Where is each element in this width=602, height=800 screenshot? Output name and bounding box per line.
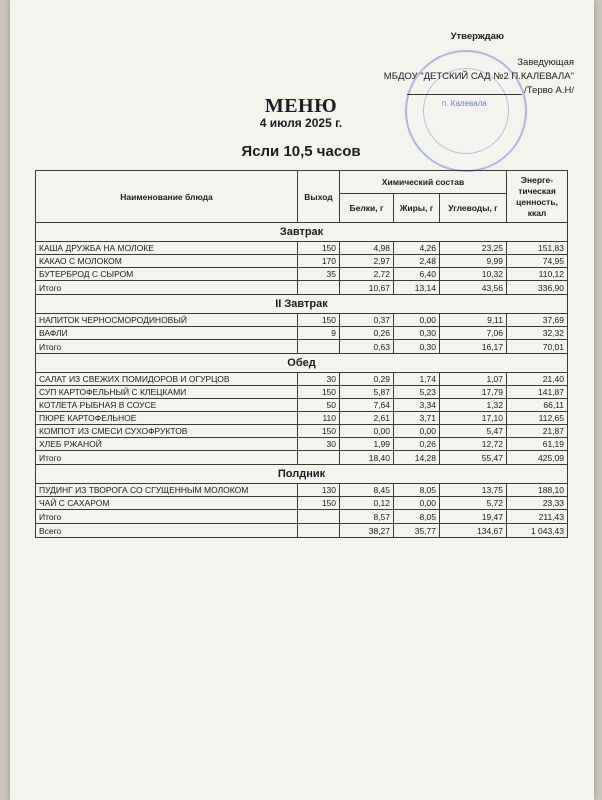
dish-protein: 4,98 <box>340 242 394 255</box>
header-chem: Химический состав <box>340 171 507 194</box>
subtotal-row <box>36 510 568 524</box>
dish-kcal: 151,83 <box>507 242 568 255</box>
dish-carbs: 17,79 <box>440 386 507 399</box>
dish-yield: 110 <box>298 412 340 425</box>
page-title: МЕНЮ <box>264 95 338 117</box>
dish-yield: 150 <box>298 425 340 438</box>
dish-kcal: 110,12 <box>507 268 568 281</box>
dish-name: БУТЕРБРОД С СЫРОМ <box>36 268 298 281</box>
grand-total-fat: 35,77 <box>394 524 440 538</box>
table-row <box>36 314 568 327</box>
dish-kcal: 21,40 <box>507 373 568 386</box>
dish-kcal: 21,87 <box>507 425 568 438</box>
subtotal-carbs: 19,47 <box>440 510 507 524</box>
subtotal-kcal: 336,90 <box>507 281 568 295</box>
approve-org: МБДОУ "ДЕТСКИЙ САД №2 П.КАЛЕВАЛА" <box>383 71 574 82</box>
subtotal-protein: 18,40 <box>340 451 394 465</box>
section-title: Полдник <box>36 465 568 484</box>
dish-name: ВАФЛИ <box>36 327 298 340</box>
grand-total-kcal: 1 043,43 <box>507 524 568 538</box>
subtotal-row <box>36 451 568 465</box>
empty-cell <box>298 281 340 295</box>
subtotal-kcal: 70,01 <box>507 340 568 354</box>
table-row <box>36 327 568 340</box>
dish-fat: 3,71 <box>394 412 440 425</box>
dish-fat: 0,00 <box>394 314 440 327</box>
dish-yield: 150 <box>298 497 340 510</box>
dish-yield: 30 <box>298 373 340 386</box>
dish-name: КАША ДРУЖБА НА МОЛОКЕ <box>36 242 298 255</box>
table-row <box>36 268 568 281</box>
dish-carbs: 10,32 <box>440 268 507 281</box>
subtotal-protein: 0,63 <box>340 340 394 354</box>
stamp-text: п. Калевала <box>442 99 487 108</box>
dish-fat: 6,40 <box>394 268 440 281</box>
dish-protein: 0,29 <box>340 373 394 386</box>
grand-total-carbs: 134,67 <box>440 524 507 538</box>
dish-carbs: 9,99 <box>440 255 507 268</box>
dish-yield: 50 <box>298 399 340 412</box>
header-yield: Выход <box>298 171 340 223</box>
subtotal-fat: 0,30 <box>394 340 440 354</box>
table-row <box>36 242 568 255</box>
table-row <box>36 497 568 510</box>
dish-yield: 150 <box>298 314 340 327</box>
table-row <box>36 399 568 412</box>
subtotal-kcal: 211,43 <box>507 510 568 524</box>
dish-fat: 2,48 <box>394 255 440 268</box>
dish-name: СУП КАРТОФЕЛЬНЫЙ С КЛЕЦКАМИ <box>36 386 298 399</box>
dish-yield: 30 <box>298 438 340 451</box>
dish-name: ЧАЙ С САХАРОМ <box>36 497 298 510</box>
header-fat: Жиры, г <box>394 194 440 223</box>
approve-label: Утверждаю <box>450 31 504 42</box>
dish-protein: 0,37 <box>340 314 394 327</box>
dish-name: САЛАТ ИЗ СВЕЖИХ ПОМИДОРОВ И ОГУРЦОВ <box>36 373 298 386</box>
dish-protein: 8,45 <box>340 484 394 497</box>
dish-kcal: 32,32 <box>507 327 568 340</box>
dish-name: ПУДИНГ ИЗ ТВОРОГА СО СГУЩЕННЫМ МОЛОКОМ <box>36 484 298 497</box>
dish-fat: 4,26 <box>394 242 440 255</box>
dish-protein: 1,99 <box>340 438 394 451</box>
dish-protein: 7,64 <box>340 399 394 412</box>
header-dish: Наименование блюда <box>36 171 298 223</box>
subtotal-carbs: 55,47 <box>440 451 507 465</box>
dish-kcal: 74,95 <box>507 255 568 268</box>
subtotal-label: Итого <box>36 510 298 524</box>
table-row <box>36 412 568 425</box>
subtotal-protein: 8,57 <box>340 510 394 524</box>
approve-position: Заведующая <box>517 57 574 68</box>
dish-name: ХЛЕБ РЖАНОЙ <box>36 438 298 451</box>
dish-fat: 8,05 <box>394 484 440 497</box>
dish-protein: 0,12 <box>340 497 394 510</box>
menu-body <box>36 223 568 538</box>
dish-kcal: 61,19 <box>507 438 568 451</box>
dish-carbs: 12,72 <box>440 438 507 451</box>
table-row <box>36 438 568 451</box>
dish-fat: 3,34 <box>394 399 440 412</box>
approve-name: /Терво А.Н/ <box>524 85 574 96</box>
dish-kcal: 23,33 <box>507 497 568 510</box>
dish-name: НАПИТОК ЧЕРНОСМОРОДИНОВЫЙ <box>36 314 298 327</box>
empty-cell <box>298 524 340 538</box>
dish-kcal: 66,11 <box>507 399 568 412</box>
dish-protein: 0,26 <box>340 327 394 340</box>
table-row <box>36 425 568 438</box>
menu-table <box>35 170 568 538</box>
subtotal-fat: 14,28 <box>394 451 440 465</box>
dish-protein: 2,72 <box>340 268 394 281</box>
dish-carbs: 9,11 <box>440 314 507 327</box>
subtotal-row <box>36 340 568 354</box>
subtotal-fat: 13,14 <box>394 281 440 295</box>
dish-yield: 35 <box>298 268 340 281</box>
dish-carbs: 5,47 <box>440 425 507 438</box>
dish-yield: 9 <box>298 327 340 340</box>
dish-carbs: 13,75 <box>440 484 507 497</box>
header-protein: Белки, г <box>340 194 394 223</box>
subtotal-label: Итого <box>36 281 298 295</box>
dish-yield: 150 <box>298 242 340 255</box>
subtotal-label: Итого <box>36 340 298 354</box>
subtotal-row <box>36 281 568 295</box>
section-title: Завтрак <box>36 223 568 242</box>
dish-fat: 5,23 <box>394 386 440 399</box>
section-header-row <box>36 295 568 314</box>
header-energy: Энерге-тическая ценность, ккал <box>507 171 568 223</box>
dish-fat: 0,30 <box>394 327 440 340</box>
dish-fat: 0,26 <box>394 438 440 451</box>
dish-carbs: 1,07 <box>440 373 507 386</box>
empty-cell <box>298 451 340 465</box>
grand-total-row <box>36 524 568 538</box>
dish-yield: 130 <box>298 484 340 497</box>
table-row <box>36 386 568 399</box>
section-title: Обед <box>36 354 568 373</box>
subtotal-fat: 8,05 <box>394 510 440 524</box>
empty-cell <box>298 510 340 524</box>
dish-name: КОМПОТ ИЗ СМЕСИ СУХОФРУКТОВ <box>36 425 298 438</box>
section-header-row <box>36 465 568 484</box>
dish-name: КОТЛЕТА РЫБНАЯ В СОУСЕ <box>36 399 298 412</box>
table-row <box>36 484 568 497</box>
section-header-row <box>36 223 568 242</box>
dish-yield: 170 <box>298 255 340 268</box>
dish-protein: 5,87 <box>340 386 394 399</box>
dish-protein: 2,61 <box>340 412 394 425</box>
dish-kcal: 37,69 <box>507 314 568 327</box>
dish-fat: 1,74 <box>394 373 440 386</box>
dish-carbs: 5,72 <box>440 497 507 510</box>
menu-date: 4 июля 2025 г. <box>259 116 343 130</box>
header-carbs: Углеводы, г <box>440 194 507 223</box>
dish-fat: 0,00 <box>394 497 440 510</box>
dish-carbs: 7,06 <box>440 327 507 340</box>
table-row <box>36 255 568 268</box>
section-header-row <box>36 354 568 373</box>
dish-carbs: 1,32 <box>440 399 507 412</box>
dish-protein: 0,00 <box>340 425 394 438</box>
dish-carbs: 23,25 <box>440 242 507 255</box>
section-title: II Завтрак <box>36 295 568 314</box>
empty-cell <box>298 340 340 354</box>
subtotal-kcal: 425,09 <box>507 451 568 465</box>
dish-kcal: 141,87 <box>507 386 568 399</box>
dish-carbs: 17,10 <box>440 412 507 425</box>
dish-yield: 150 <box>298 386 340 399</box>
dish-kcal: 112,65 <box>507 412 568 425</box>
grand-total-label: Всего <box>36 524 298 538</box>
dish-fat: 0,00 <box>394 425 440 438</box>
subtotal-label: Итого <box>36 451 298 465</box>
dish-protein: 2,97 <box>340 255 394 268</box>
subtotal-carbs: 16,17 <box>440 340 507 354</box>
dish-name: КАКАО С МОЛОКОМ <box>36 255 298 268</box>
table-row <box>36 373 568 386</box>
dish-kcal: 188,10 <box>507 484 568 497</box>
subtotal-protein: 10,67 <box>340 281 394 295</box>
dish-name: ПЮРЕ КАРТОФЕЛЬНОЕ <box>36 412 298 425</box>
subtotal-carbs: 43,56 <box>440 281 507 295</box>
grand-total-protein: 38,27 <box>340 524 394 538</box>
menu-subtitle: Ясли 10,5 часов <box>241 143 361 160</box>
